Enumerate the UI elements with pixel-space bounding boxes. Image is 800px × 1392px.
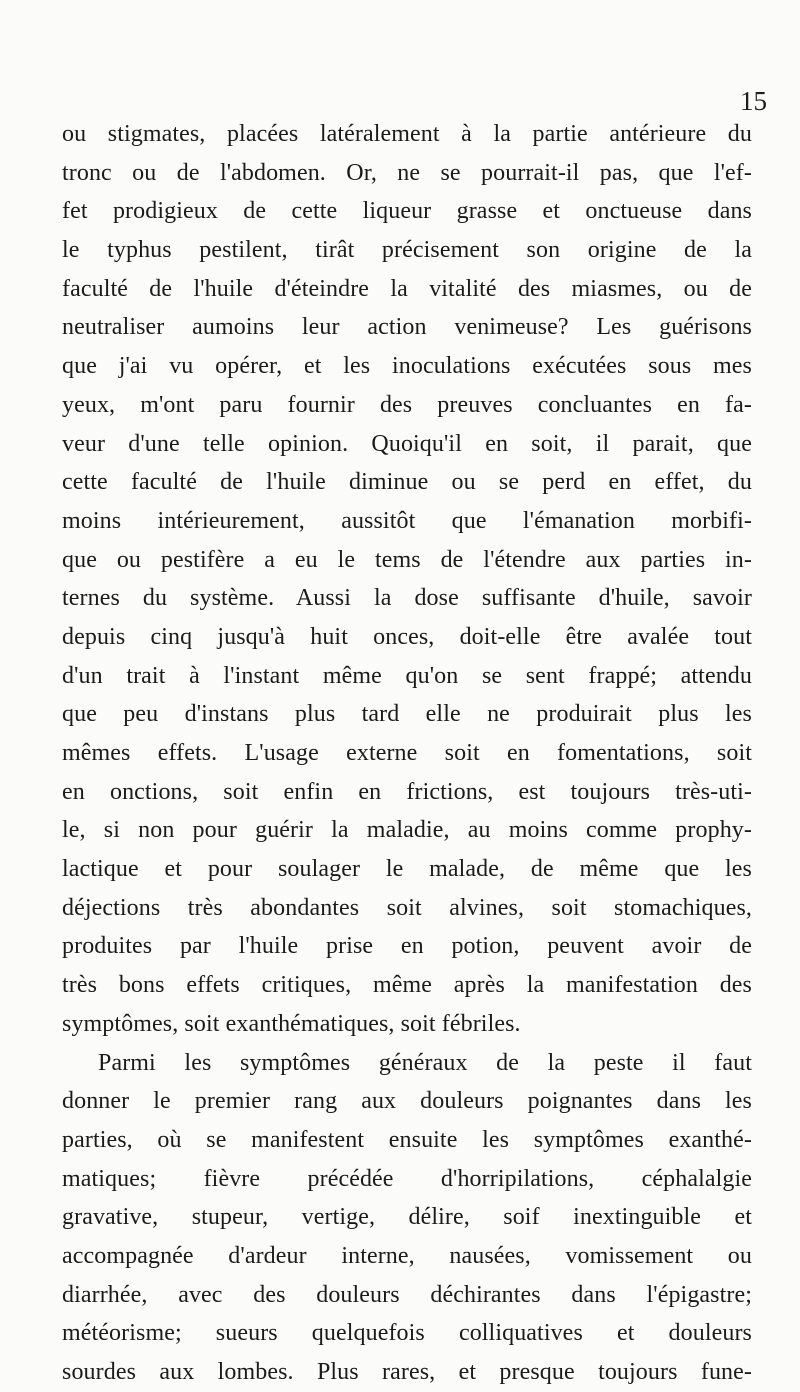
text-line: sourdes aux lombes. Plus rares, et presque toujours fune- bbox=[62, 1359, 752, 1385]
text-line: depuis cinq jusqu'à huit onces, doit-elle être avalée tout bbox=[62, 623, 752, 650]
text-line: que j'ai vu opérer, et les inoculations exécutées sous mes bbox=[62, 353, 752, 380]
text-line: que peu d'instans plus tard elle ne produirait plus les bbox=[62, 701, 752, 728]
text-line: produites par l'huile prise en potion, peuvent avoir de bbox=[62, 933, 752, 960]
body-text bbox=[62, 115, 752, 1392]
text-line: matiques; fièvre précédée d'horripilations, céphalalgie bbox=[62, 1165, 752, 1192]
text-line: diarrhée, avec des douleurs déchirantes dans l'épigastre; bbox=[62, 1281, 752, 1308]
text-line: moins intérieurement, aussitôt que l'émanation morbifi- bbox=[62, 507, 752, 534]
text-line: cette faculté de l'huile diminue ou se perd en effet, du bbox=[62, 469, 752, 496]
text-line: donner le premier rang aux douleurs poignantes dans les bbox=[62, 1088, 752, 1115]
text-line: lactique et pour soulager le malade, de même que les bbox=[62, 856, 752, 883]
text-line: veur d'une telle opinion. Quoiqu'il en soit, il parait, que bbox=[62, 430, 752, 457]
text-line: météorisme; sueurs quelquefois colliquatives et douleurs bbox=[62, 1320, 752, 1347]
text-line: fet prodigieux de cette liqueur grasse et onctueuse dans bbox=[62, 198, 752, 225]
text-line: gravative, stupeur, vertige, délire, soif inextinguible et bbox=[62, 1204, 752, 1231]
text-line: faculté de l'huile d'éteindre la vitalité des miasmes, ou de bbox=[62, 275, 752, 302]
text-line: neutraliser aumoins leur action venimeuse? Les guérisons bbox=[62, 314, 752, 341]
text-line: ou stigmates, placées latéralement à la partie antérieure du bbox=[62, 121, 752, 147]
text-line: symptômes, soit exanthématiques, soit fébriles. bbox=[62, 1010, 521, 1037]
text-line: que ou pestifère a eu le tems de l'étendre aux parties in- bbox=[62, 546, 752, 573]
text-line: parties, où se manifestent ensuite les symptômes exanthé- bbox=[62, 1126, 752, 1153]
text-line: le, si non pour guérir la maladie, au moins comme prophy- bbox=[62, 817, 752, 844]
text-line: d'un trait à l'instant même qu'on se sent frappé; attendu bbox=[62, 662, 752, 689]
text-line: déjections très abondantes soit alvines, soit stomachiques, bbox=[62, 894, 752, 921]
text-line: le typhus pestilent, tirât précisement son origine de la bbox=[62, 237, 752, 264]
text-line: très bons effets critiques, même après la manifestation des bbox=[62, 972, 752, 999]
text-line: Parmi les symptômes généraux de la peste il faut bbox=[98, 1049, 752, 1076]
text-line: accompagnée d'ardeur interne, nausées, vomissement ou bbox=[62, 1242, 752, 1269]
text-line: en onctions, soit enfin en frictions, est toujours très-uti- bbox=[62, 778, 752, 805]
text-line: ternes du système. Aussi la dose suffisante d'huile, savoir bbox=[62, 585, 752, 612]
page-number: 15 bbox=[740, 86, 767, 116]
text-line: mêmes effets. L'usage externe soit en fomentations, soit bbox=[62, 740, 752, 766]
text-line: tronc ou de l'abdomen. Or, ne se pourrait-il pas, que l'ef- bbox=[62, 159, 752, 186]
text-line: yeux, m'ont paru fournir des preuves concluantes en fa- bbox=[62, 391, 752, 418]
